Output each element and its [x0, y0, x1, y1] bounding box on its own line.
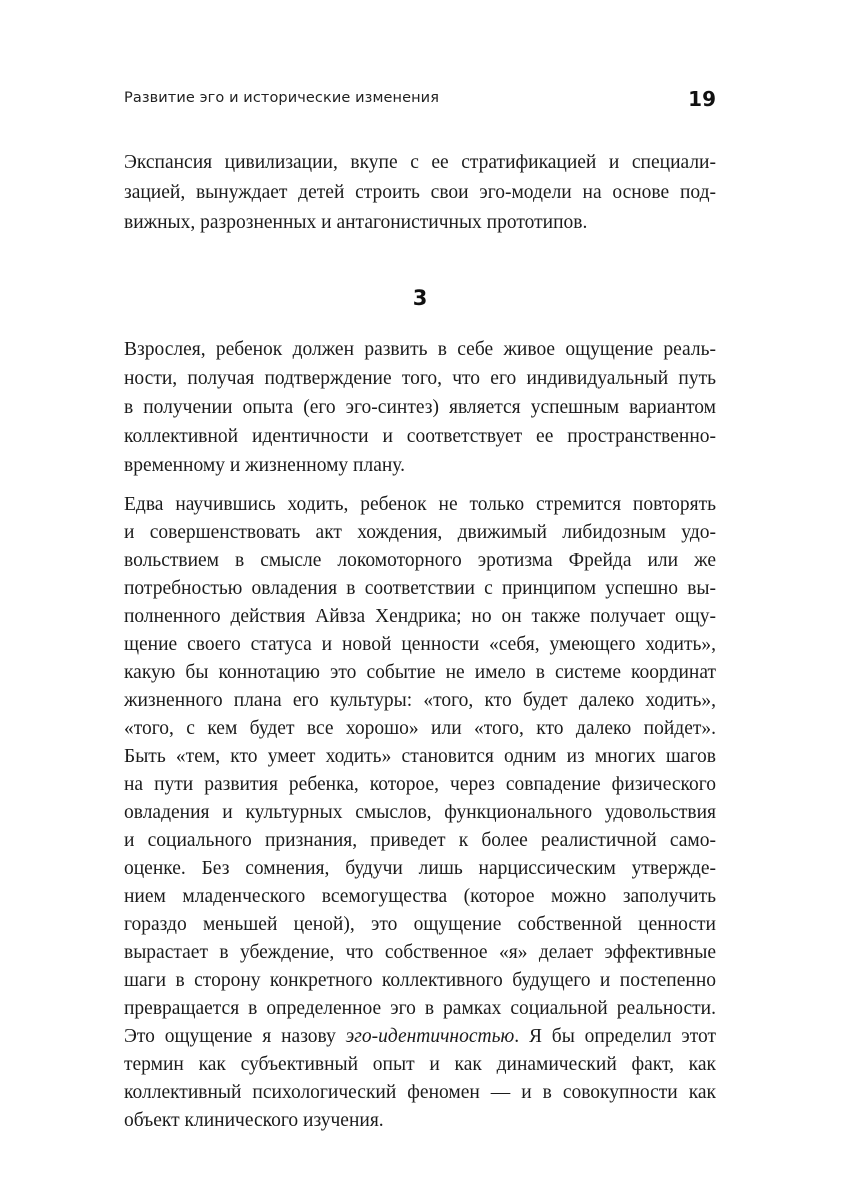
- text-line: термин как субъективный опыт и как динамический факт, как: [124, 1054, 716, 1075]
- text-line: нием младенческого всемогущества (которое можно заполучить: [124, 886, 716, 907]
- text-line: щение своего статуса и новой ценности «себя, умеющего ходить»,: [124, 634, 716, 655]
- text-line: временному и жизненному плану.: [124, 455, 405, 476]
- text-line: вольствием в смысле локомоторного эротизма Фрейда или же: [124, 550, 716, 571]
- text-line: коллективный психологический феномен — и в совокупности как: [124, 1082, 716, 1103]
- text-line: Быть «тем, кто умеет ходить» становится одним из многих шагов: [124, 746, 716, 767]
- running-title: Развитие эго и исторические изменения: [124, 90, 440, 106]
- text-line: гораздо меньшей ценой), это ощущение собственной ценности: [124, 914, 716, 935]
- text-line: полненного действия Айвза Хендрика; но он также получает ощу-: [124, 606, 716, 627]
- text-line: Взрослея, ребенок должен развить в себе живое ощущение реаль-: [124, 339, 716, 360]
- section-number: 3: [412, 286, 428, 310]
- text-line: вырастает в убеждение, что собственное «я» делает эффективные: [124, 942, 716, 963]
- italic-term: эго-идентичностью: [345, 1026, 515, 1047]
- text-line: вижных, разрозненных и антагонистичных прототипов.: [124, 212, 588, 233]
- text-line: потребностью овладения в соответствии с принципом успешно вы-: [124, 578, 716, 599]
- text-line: зацией, вынуждает детей строить свои эго-модели на основе под-: [124, 182, 716, 203]
- text-line: оценке. Без сомнения, будучи лишь нарциссическим утвержде-: [124, 858, 716, 879]
- text-line: и социального признания, приведет к более реалистичной само-: [124, 830, 716, 851]
- page-number: 19: [688, 87, 716, 111]
- text-line: шаги в сторону конкретного коллективного будущего и постепенно: [124, 970, 716, 991]
- text-line: жизненного плана его культуры: «того, кто будет далеко ходить»,: [124, 690, 716, 711]
- text-line: коллективной идентичности и соответствует ее пространственно-: [124, 426, 716, 447]
- text-line: Экспансия цивилизации, вкупе с ее стратификацией и специали-: [124, 152, 716, 173]
- text-line: на пути развития ребенка, которое, через совпадение физического: [124, 774, 716, 795]
- text-line: в получении опыта (его эго-синтез) является успешным вариантом: [124, 397, 716, 418]
- text-line: Едва научившись ходить, ребенок не только стремится повторять: [124, 494, 716, 515]
- text-line: превращается в определенное эго в рамках социальной реальности.: [124, 998, 716, 1019]
- running-head: [124, 87, 716, 113]
- line-end: . Я бы определил этот: [514, 1026, 716, 1047]
- text-line: какую бы коннотацию это событие не имело в системе координат: [124, 662, 716, 683]
- line-start: Это ощущение я назову: [124, 1026, 346, 1047]
- text-line: ности, получая подтверждение того, что его индивидуальный путь: [124, 368, 716, 389]
- text-line-with-term: [124, 1022, 716, 1052]
- text-line: объект клинического изучения.: [124, 1110, 384, 1131]
- text-line: и совершенствовать акт хождения, движимый либидозным удо-: [124, 522, 716, 543]
- text-line: «того, с кем будет все хорошо» или «того, кто далеко пойдет».: [124, 718, 716, 739]
- text-line: овладения и культурных смыслов, функционального удовольствия: [124, 802, 716, 823]
